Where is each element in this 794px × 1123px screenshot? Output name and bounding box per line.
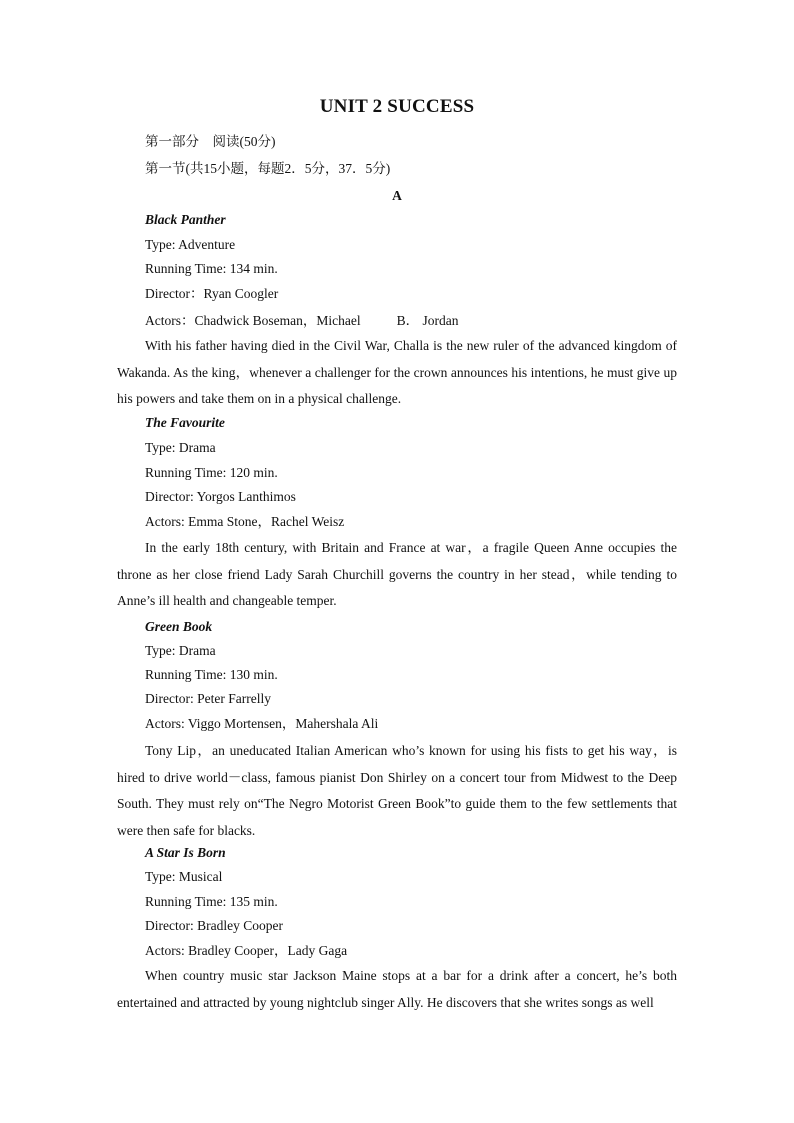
movie-director: Director: Bradley Cooper (145, 918, 283, 933)
part-heading: 第一部分 阅读(50分) (145, 134, 276, 149)
movie-description: In the early 18th century, with Britain and France at war，a fragile Queen Anne occupies the throne as her close friend Lady Sarah Churchill governs the country in her stead，while tending to Anne’s ill health and changeable temper. (117, 540, 677, 608)
movie-director: Director: Yorgos Lanthimos (145, 489, 296, 504)
movie-description: With his father having died in the Civil War, Challa is the new ruler of the advanced kingdom of Wakanda. As the king，whenever a challenger for the crown announces his intentions, he must give up his powers and take them on in a physical challenge. (117, 338, 677, 406)
movie-type: Type: Adventure (145, 237, 236, 252)
movie-actors-part-1: Actors：Chadwick Boseman，Michael (145, 313, 361, 328)
movie-actors-part-2: B． Jordan (396, 313, 459, 328)
page-title: UNIT 2 SUCCESS (319, 96, 475, 117)
movie-title: Green Book (145, 619, 213, 634)
movie-actors: Actors: Viggo Mortensen，Mahershala Ali (145, 716, 379, 731)
movie-running-time: Running Time: 134 min. (145, 261, 278, 276)
movie-director: Director：Ryan Coogler (145, 286, 279, 301)
movie-title: The Favourite (145, 415, 225, 430)
movie-type: Type: Musical (145, 869, 223, 884)
movie-running-time: Running Time: 120 min. (145, 465, 278, 480)
movie-running-time: Running Time: 135 min. (145, 894, 278, 909)
movie-description: Tony Lip，an uneducated Italian American who’s known for using his fists to get his way，is hired to drive world－class, famous pianist Don Shirley on a concert tour from Midwest to the Deep South. They must rely on“The Negro Motorist Green Book”to guide them to the few settlements that were then safe for blacks. (117, 743, 677, 838)
movie-actors: Actors: Bradley Cooper，Lady Gaga (145, 943, 348, 958)
movie-actors: Actors: Emma Stone，Rachel Weisz (145, 514, 345, 529)
movie-description: When country music star Jackson Maine stops at a bar for a drink after a concert, he’s both entertained and attracted by young nightclub singer Ally. He discovers that she writes songs as well (117, 968, 677, 1010)
movie-title: A Star Is Born (145, 845, 226, 860)
movie-type: Type: Drama (145, 440, 216, 455)
section-heading: 第一节(共15小题，每题2．5分，37．5分) (145, 161, 391, 176)
passage-letter: A (392, 188, 402, 203)
movie-type: Type: Drama (145, 643, 216, 658)
movie-running-time: Running Time: 130 min. (145, 667, 278, 682)
movie-director: Director: Peter Farrelly (145, 691, 271, 706)
movie-actors (145, 312, 458, 330)
movie-title: Black Panther (145, 212, 226, 227)
